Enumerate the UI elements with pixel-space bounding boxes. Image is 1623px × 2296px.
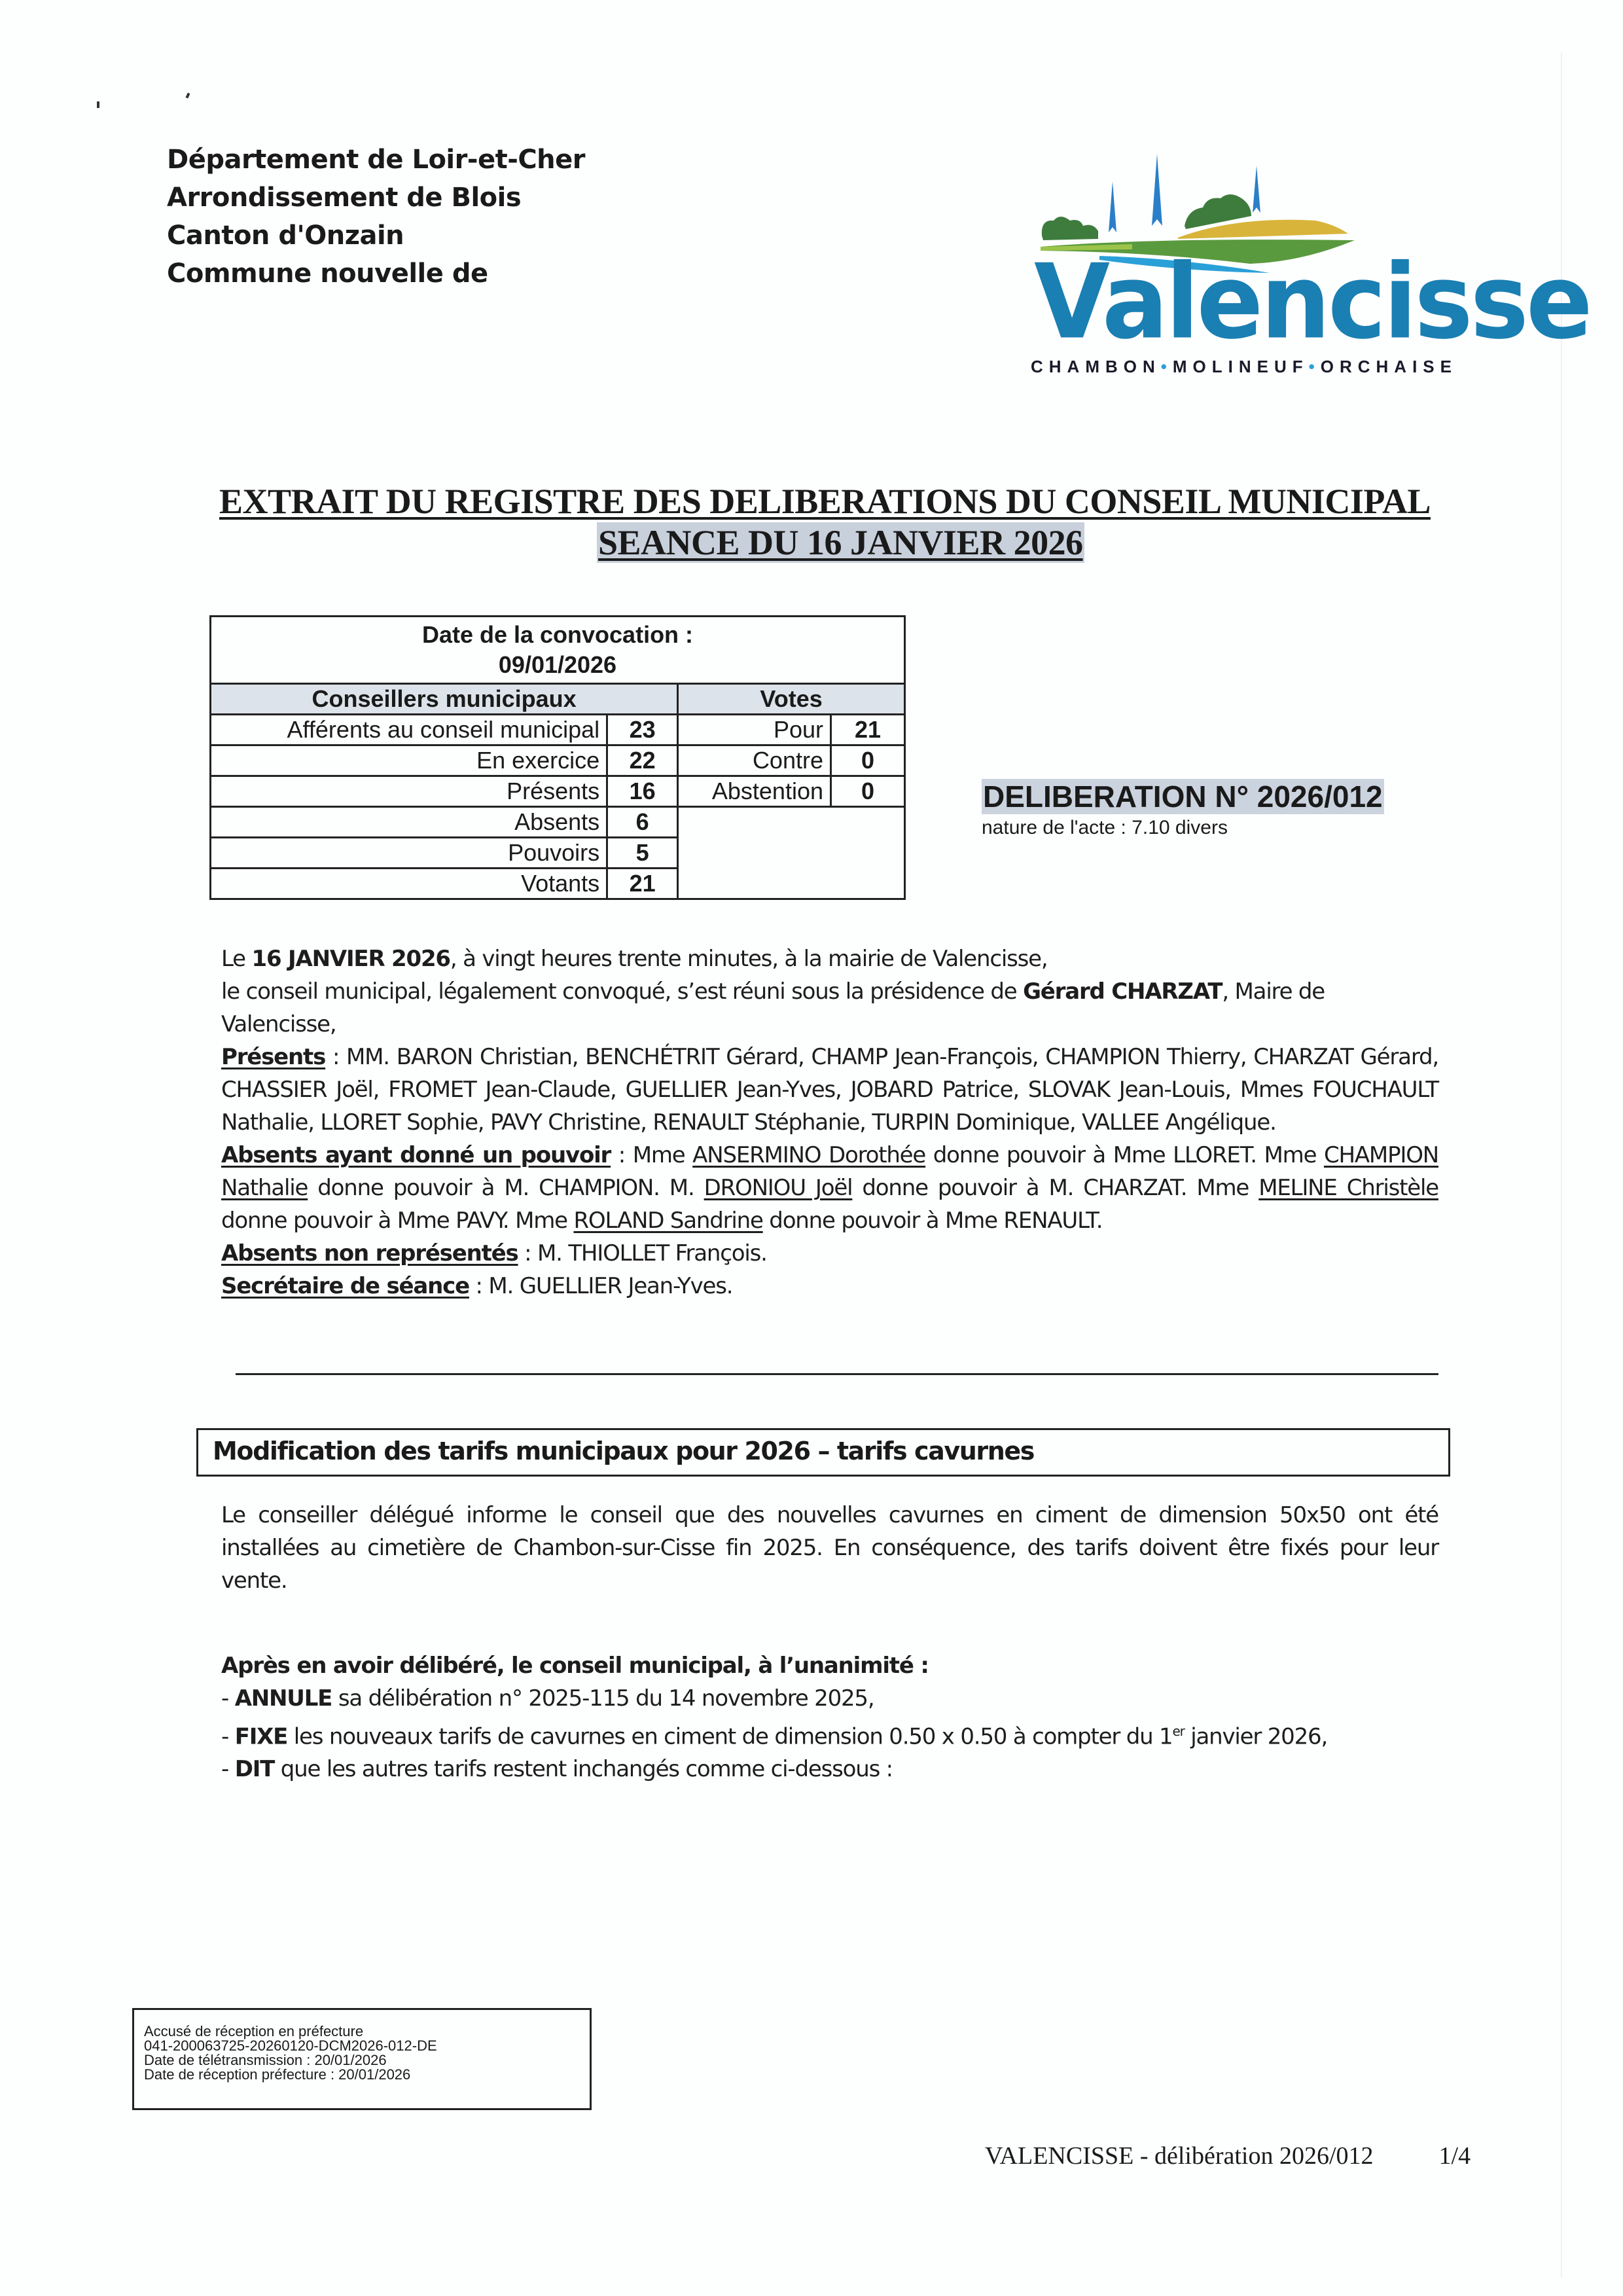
page-footer <box>985 2142 1471 2170</box>
absent-paragraph <box>221 1237 1438 1270</box>
deliberation-number: DELIBERATION N° 2026/012 <box>983 780 1383 814</box>
councillors-value: 5 <box>607 838 678 869</box>
page-number: 1/4 <box>1438 2142 1471 2170</box>
presents-list: : MM. BARON Christian, BENCHÉTRIT Gérard, CHAMP Jean-François, CHAMPION Thierry, CHARZAT Gérard, CHASSIER Joël, FROMET Jean-Claude, GUELLIER Jean-Yves, JOBARD Patrice, SLOVAK Jean-Louis, Mmes FOUCHAULT Nathalie, LLORET Sophie, PAVY Christine, RENAULT Stéphanie, TURPIN Dominique, VALLEE Angélique. <box>221 1044 1438 1136</box>
councillors-label: Présents <box>211 776 607 807</box>
table-row <box>211 807 905 838</box>
session-title: SEANCE DU 16 JANVIER 2026 <box>598 523 1083 562</box>
canton-line: Canton d'Onzain <box>167 221 404 251</box>
text: donne pouvoir à M. CHAMPION. M. <box>308 1175 704 1201</box>
presents-label: Présents <box>221 1044 326 1070</box>
proxy-absent-name: DRONIOU Joël <box>704 1175 853 1201</box>
votes-label: Abstention <box>678 776 831 807</box>
stamp-title: Accusé de réception en préfecture <box>144 2023 364 2039</box>
votes-value: 21 <box>831 715 905 745</box>
convocation-cell <box>211 617 905 684</box>
text: Le <box>221 946 252 972</box>
stamp-reference: 041-200063725-20260120-DCM2026-012-DE <box>144 2037 437 2054</box>
text: : Mme <box>611 1142 693 1168</box>
superscript: er <box>1172 1723 1185 1739</box>
deliberation-block <box>982 779 1384 839</box>
votes-header: Votes <box>678 684 905 715</box>
votes-label: Contre <box>678 745 831 776</box>
councillors-value: 23 <box>607 715 678 745</box>
document-title: EXTRAIT DU REGISTRE DES DELIBERATIONS DU CONSEIL MUNICIPAL <box>219 482 1431 521</box>
council-stats-table <box>209 615 906 900</box>
convocation-label: Date de la convocation : <box>421 621 694 648</box>
logo-separator: • <box>1308 357 1321 376</box>
absent-label: Absents non représentés <box>221 1240 518 1266</box>
act-nature: nature de l'acte : 7.10 divers <box>982 817 1228 838</box>
arrondissement-line: Arrondissement de Blois <box>167 183 522 213</box>
absent-text: : M. THIOLLET François. <box>518 1240 767 1266</box>
councillors-label: Votants <box>211 869 607 899</box>
president-name: Gérard CHARZAT <box>1023 978 1222 1005</box>
commune-line: Commune nouvelle de <box>167 259 488 289</box>
logo-village-1: CHAMBON <box>1031 357 1161 376</box>
text: donne pouvoir à M. CHARZAT. Mme <box>852 1175 1259 1201</box>
administrative-header <box>167 141 585 293</box>
decision-verb: DIT <box>234 1756 275 1783</box>
secretary-paragraph <box>221 1270 1438 1302</box>
decision-verb: ANNULE <box>234 1685 332 1712</box>
councillors-value: 21 <box>607 869 678 899</box>
prefecture-receipt-stamp <box>132 2008 592 2110</box>
scan-speck <box>97 101 99 108</box>
presents-paragraph <box>221 1041 1438 1139</box>
proxies-label: Absents ayant donné un pouvoir <box>221 1142 611 1168</box>
table-row <box>211 776 905 807</box>
session-date: 16 JANVIER 2026 <box>251 946 450 972</box>
department-line: Département de Loir-et-Cher <box>167 145 585 175</box>
councillors-label: Absents <box>211 807 607 838</box>
decision-item: - ANNULE sa délibération n° 2025-115 du 14 novembre 2025, <box>221 1685 874 1712</box>
proxy-absent-name: MELINE Christèle <box>1258 1175 1438 1201</box>
text: , Maire de Valencisse, <box>221 978 1325 1037</box>
logo-subtitle <box>1031 357 1457 377</box>
decision-verb: FIXE <box>234 1723 288 1750</box>
votes-label: Pour <box>678 715 831 745</box>
proxy-absent-name: CHAMPION Nathalie <box>221 1142 1438 1201</box>
scan-edge <box>1561 52 1562 2278</box>
subject-title: Modification des tarifs municipaux pour 2026 – tarifs cavurnes <box>213 1437 1035 1465</box>
session-line-1 <box>221 942 1438 975</box>
votes-value: 0 <box>831 776 905 807</box>
councillors-label: Pouvoirs <box>211 838 607 869</box>
decision-text: les nouveaux tarifs de cavurnes en ciment de dimension 0.50 x 0.50 à compter du 1 <box>287 1723 1173 1750</box>
decision-block <box>221 1649 1438 1785</box>
councillors-value: 16 <box>607 776 678 807</box>
logo-separator: • <box>1160 357 1173 376</box>
secretary-label: Secrétaire de séance <box>221 1273 469 1299</box>
subject-intro: Le conseiller délégué informe le conseil que des nouvelles cavurnes en ciment de dimension 50x50 ont été installées au cimetière de Chambon-sur-Cisse fin 2025. En conséquence, des tarifs doivent être fixés pour leur vente. <box>221 1502 1438 1594</box>
councillors-label: Afférents au conseil municipal <box>211 715 607 745</box>
session-paragraph <box>221 942 1438 1302</box>
logo-village-2: MOLINEUF <box>1172 357 1309 376</box>
empty-cell <box>678 807 905 899</box>
scan-speck <box>185 93 190 99</box>
councillors-value: 6 <box>607 807 678 838</box>
votes-value: 0 <box>831 745 905 776</box>
councillors-label: En exercice <box>211 745 607 776</box>
decision-item: - FIXE les nouveaux tarifs de cavurnes en ciment de dimension 0.50 x 0.50 à compter du 1er janvier 2026, <box>221 1723 1328 1750</box>
table-row <box>211 715 905 745</box>
valencisse-logo <box>1021 147 1590 389</box>
decision-text: que les autres tarifs restent inchangés comme ci-dessous : <box>274 1756 893 1783</box>
text: donne pouvoir à Mme PAVY. Mme <box>221 1208 574 1234</box>
subject-body <box>221 1499 1438 1597</box>
session-line-2 <box>221 975 1438 1041</box>
text: donne pouvoir à Mme RENAULT. <box>762 1208 1103 1234</box>
councillors-header: Conseillers municipaux <box>211 684 678 715</box>
text: , à vingt heures trente minutes, à la mairie de Valencisse, <box>450 946 1048 972</box>
decision-text: janvier 2026, <box>1184 1723 1328 1750</box>
subject-box <box>196 1428 1450 1477</box>
logo-village-3: ORCHAISE <box>1320 357 1457 376</box>
decision-text: sa délibération n° 2025-115 du 14 novembre 2025, <box>332 1685 874 1712</box>
text: donne pouvoir à Mme LLORET. Mme <box>925 1142 1324 1168</box>
section-divider <box>236 1373 1438 1375</box>
stamp-transmission-date: Date de télétransmission : 20/01/2026 <box>144 2052 387 2068</box>
text: le conseil municipal, légalement convoqué, s’est réuni sous la présidence de <box>221 978 1024 1005</box>
decision-heading: Après en avoir délibéré, le conseil municipal, à l’unanimité : <box>221 1653 929 1679</box>
secretary-text: : M. GUELLIER Jean-Yves. <box>469 1273 733 1299</box>
councillors-value: 22 <box>607 745 678 776</box>
convocation-date: 09/01/2026 <box>498 651 617 678</box>
decision-item: - DIT que les autres tarifs restent inchangés comme ci-dessous : <box>221 1756 893 1783</box>
proxy-absent-name: ROLAND Sandrine <box>573 1208 763 1234</box>
proxies-paragraph <box>221 1139 1438 1237</box>
logo-wordmark: Valencisse <box>1034 242 1590 363</box>
table-row <box>211 745 905 776</box>
footer-label: VALENCISSE - délibération 2026/012 <box>985 2142 1374 2170</box>
stamp-reception-date: Date de réception préfecture : 20/01/2026 <box>144 2066 411 2083</box>
proxy-absent-name: ANSERMINO Dorothée <box>692 1142 926 1168</box>
